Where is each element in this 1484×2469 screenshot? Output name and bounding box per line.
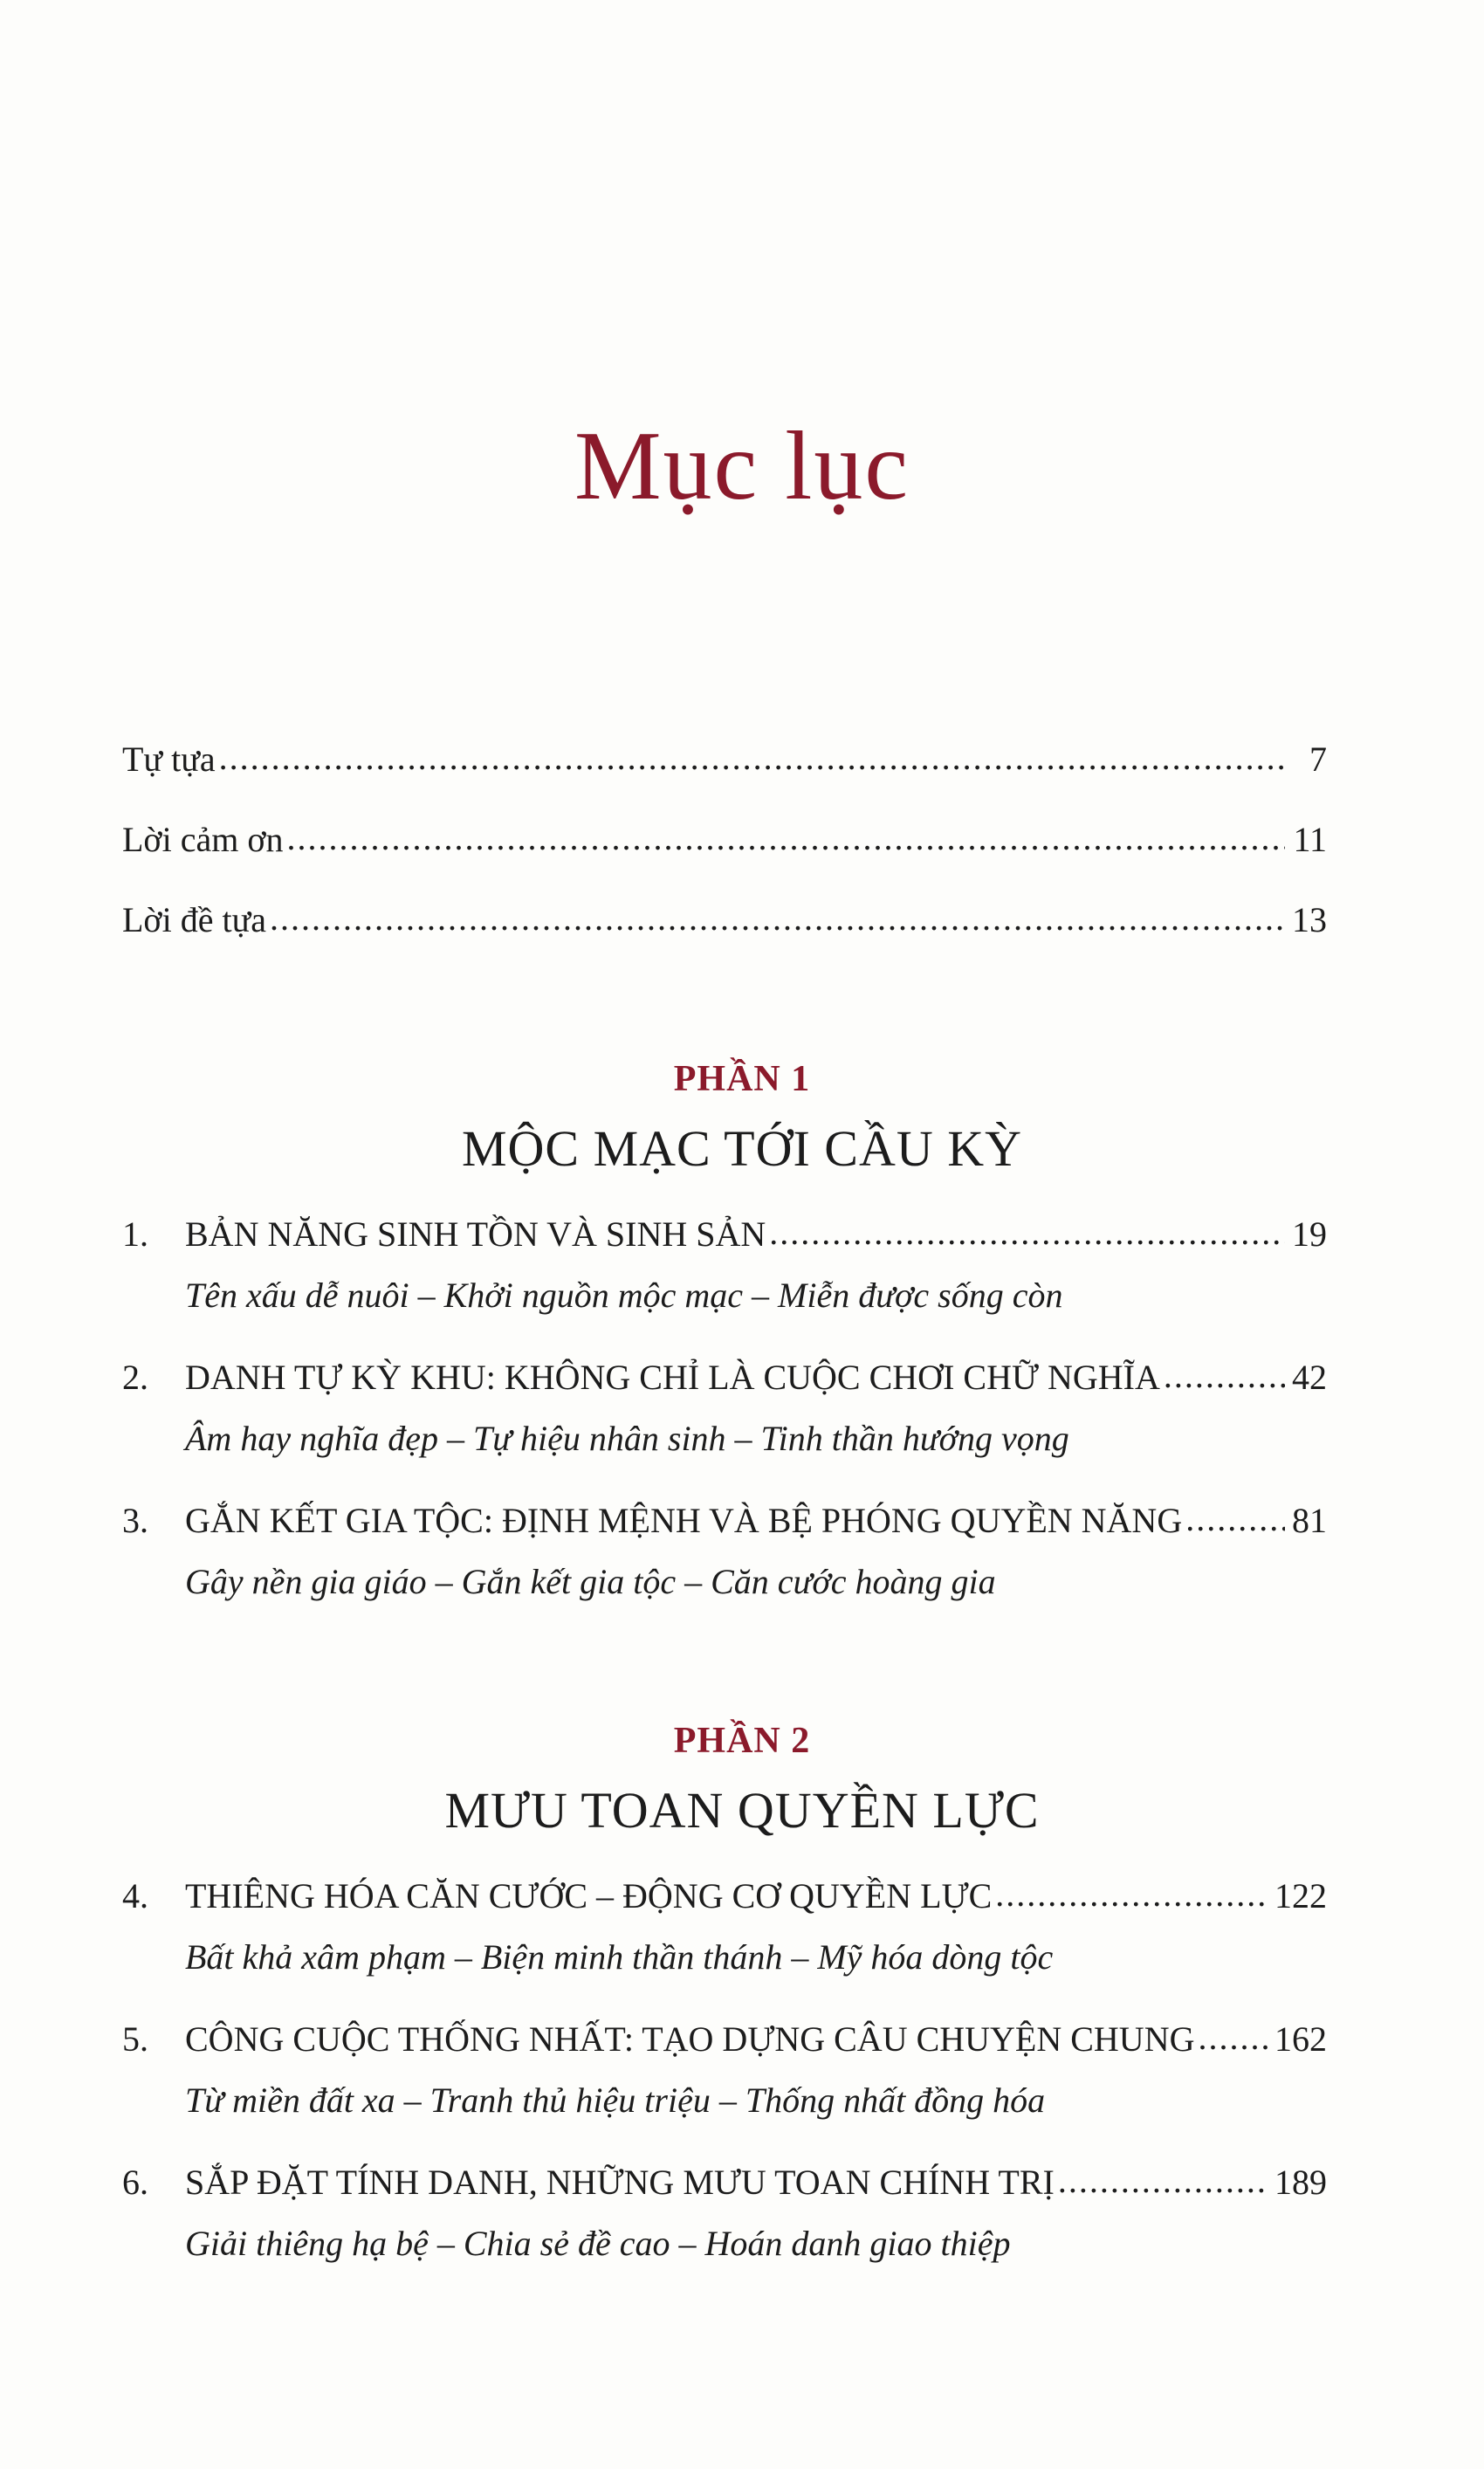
chapter-subtitle: Từ miền đất xa – Tranh thủ hiệu triệu – Thống nhất đồng hóa (185, 2080, 1046, 2120)
entry-page-number: 19 (1292, 1214, 1327, 1254)
chapter-subtitle: Bất khả xâm phạm – Biện minh thần thánh – Mỹ hóa dòng tộc (185, 1937, 1054, 1977)
dot-leader (1164, 1358, 1285, 1393)
toc-entry-chapter-6[interactable] (122, 2165, 1327, 2200)
chapter-subtitle: Giải thiêng hạ bệ – Chia sẻ đề cao – Hoán danh giao thiệp (185, 2224, 1011, 2263)
dot-leader (286, 821, 1285, 856)
chapter-number: 5. (122, 2019, 148, 2059)
dot-leader (995, 1877, 1268, 1912)
entry-page-number: 189 (1274, 2163, 1327, 2202)
chapter-number: 4. (122, 1876, 148, 1915)
dot-leader (270, 901, 1285, 936)
chapter-number: 2. (122, 1358, 148, 1397)
chapter-title: SẮP ĐẶT TÍNH DANH, NHỮNG MƯU TOAN CHÍNH TRỊ (185, 2163, 1055, 2202)
dot-leader (219, 740, 1285, 775)
entry-page-number: 11 (1293, 820, 1327, 859)
entry-label: Lời cảm ơn (122, 820, 284, 859)
chapter-title: DANH TỰ KỲ KHU: KHÔNG CHỈ LÀ CUỘC CHƠI CHỮ NGHĨA (185, 1358, 1160, 1397)
part-label: PHẦN 2 (673, 1721, 811, 1761)
entry-label: Tự tựa (122, 739, 216, 779)
toc-entry-chapter-4[interactable] (122, 1876, 1327, 1915)
toc-entry-chapter-2[interactable] (122, 1360, 1327, 1395)
page-title: Mục lục (574, 412, 910, 520)
chapter-number: 3. (122, 1501, 148, 1540)
chapter-number: 6. (122, 2163, 148, 2202)
chapter-title: CÔNG CUỘC THỐNG NHẤT: TẠO DỰNG CÂU CHUYỆN CHUNG (185, 2019, 1195, 2059)
part-heading: MỘC MẠC TỚI CẦU KỲ (461, 1120, 1023, 1177)
chapter-subtitle: Tên xấu dễ nuôi – Khởi nguồn mộc mạc – Miễn được sống còn (185, 1276, 1063, 1315)
chapter-title: BẢN NĂNG SINH TỒN VÀ SINH SẢN (185, 1214, 766, 1254)
chapter-subtitle: Âm hay nghĩa đẹp – Tự hiệu nhân sinh – Tinh thần hướng vọng (185, 1419, 1069, 1458)
entry-page-number: 7 (1309, 739, 1327, 779)
entry-page-number: 162 (1274, 2019, 1327, 2059)
entry-page-number: 42 (1292, 1358, 1327, 1397)
dot-leader (1185, 1502, 1285, 1537)
entry-label: Lời đề tựa (122, 900, 266, 939)
part-label: PHẦN 1 (673, 1059, 811, 1099)
toc-entry-chapter-3[interactable] (122, 1503, 1327, 1538)
toc-entry-acknowledgements[interactable] (122, 822, 1327, 857)
toc-entry-preface[interactable] (122, 739, 1327, 779)
entry-page-number: 81 (1292, 1501, 1327, 1540)
dot-leader (1198, 2020, 1268, 2055)
entry-page-number: 122 (1274, 1876, 1327, 1915)
dot-leader (1058, 2163, 1268, 2198)
part-heading: MƯU TOAN QUYỀN LỰC (444, 1782, 1040, 1839)
entry-page-number: 13 (1292, 900, 1327, 939)
chapter-title: GẮN KẾT GIA TỘC: ĐỊNH MỆNH VÀ BỆ PHÓNG QUYỀN NĂNG (185, 1501, 1183, 1540)
dot-leader (769, 1215, 1285, 1250)
chapter-number: 1. (122, 1214, 148, 1254)
chapter-subtitle: Gây nền gia giáo – Gắn kết gia tộc – Căn cước hoàng gia (185, 1562, 996, 1601)
toc-entry-chapter-5[interactable] (122, 2019, 1327, 2059)
toc-entry-chapter-1[interactable] (122, 1214, 1327, 1254)
toc-entry-foreword[interactable] (122, 900, 1327, 939)
chapter-title: THIÊNG HÓA CĂN CƯỚC – ĐỘNG CƠ QUYỀN LỰC (185, 1876, 993, 1915)
